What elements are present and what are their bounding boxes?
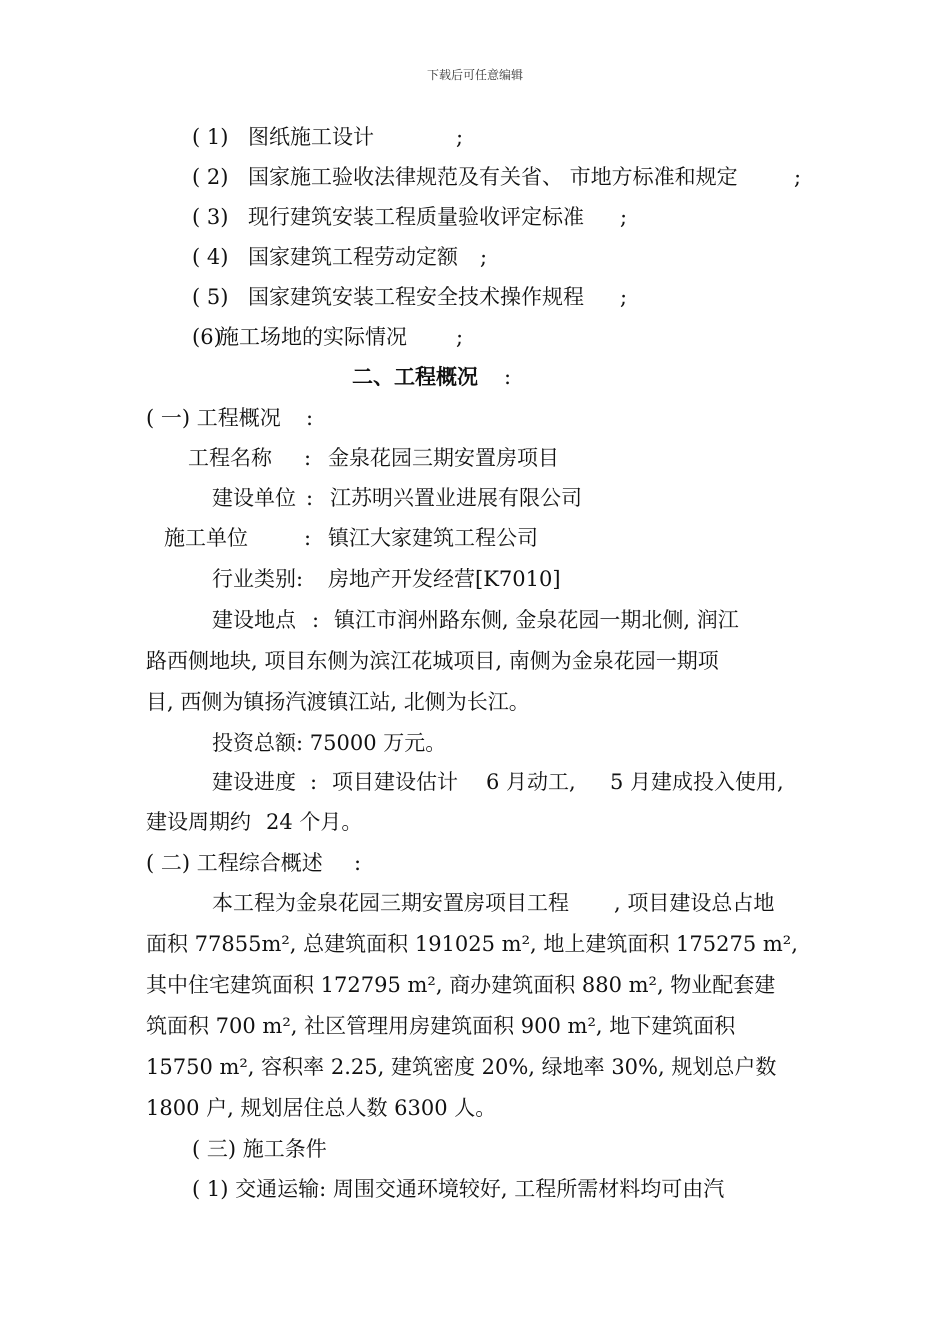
field-colon: :: [310, 770, 318, 794]
basis-text: 图纸施工设计: [248, 125, 374, 149]
basis-text: 现行建筑安装工程质量验收评定标准: [248, 205, 584, 229]
investment-text: 投资总额: 75000 万元。: [212, 731, 447, 755]
contractor-name: 镇江大家建筑工程公司: [328, 526, 538, 550]
field-label: 工程名称: [188, 446, 272, 470]
period-value: 24 个月。: [266, 810, 363, 834]
builder-name: 江苏明兴置业进展有限公司: [330, 486, 582, 510]
subsection-heading: ( 三) 施工条件: [192, 1137, 327, 1161]
overview-text: 筑面积 700 m², 社区管理用房建筑面积 900 m², 地下建筑面积: [146, 1014, 736, 1038]
field-label: 建设单位: [212, 486, 296, 510]
subsection-colon: :: [306, 406, 314, 430]
overview-text: 本工程为金泉花园三期安置房项目工程: [212, 891, 569, 915]
basis-text: 施工场地的实际情况: [218, 325, 407, 349]
schedule-text: 6 月动工,: [486, 770, 576, 794]
overview-text: 其中住宅建筑面积 172795 m², 商办建筑面积 880 m², 物业配套建: [146, 973, 776, 997]
field-colon: :: [312, 608, 320, 632]
subsection-heading: ( 一) 工程概况: [146, 406, 281, 430]
basis-text: 国家建筑安装工程安全技术操作规程: [248, 285, 584, 309]
field-colon: :: [304, 446, 312, 470]
section-title-colon: :: [504, 365, 512, 389]
page-header: 下载后可任意编辑: [426, 68, 523, 82]
location-text: 目, 西侧为镇扬汽渡镇江站, 北侧为长江。: [146, 690, 530, 714]
basis-semicolon: ;: [794, 165, 802, 189]
conditions-text: ( 1) 交通运输: 周围交通环境较好, 工程所需材料均可由汽: [192, 1177, 725, 1201]
schedule-text: 项目建设估计: [332, 770, 458, 794]
field-colon: :: [306, 486, 314, 510]
location-text: 路西侧地块, 项目东侧为滨江花城项目, 南侧为金泉花园一期项: [146, 649, 719, 673]
basis-num: ( 5): [192, 285, 229, 309]
schedule-text: 5 月建成投入使用,: [610, 770, 784, 794]
basis-semicolon: ;: [620, 285, 628, 309]
field-label: 建设进度: [212, 770, 296, 794]
basis-semicolon: ;: [456, 325, 464, 349]
basis-text: 国家施工验收法律规范及有关省、 市地方标准和规定: [248, 165, 738, 189]
basis-num: ( 3): [192, 205, 229, 229]
basis-text: 国家建筑工程劳动定额: [248, 245, 458, 269]
overview-text: 1800 户, 规划居住总人数 6300 人。: [146, 1096, 497, 1120]
overview-text: 15750 m², 容积率 2.25, 建筑密度 20%, 绿地率 30%, 规划总户数: [146, 1055, 777, 1079]
overview-text: , 项目建设总占地: [614, 891, 775, 915]
basis-num: ( 4): [192, 245, 229, 269]
project-name: 金泉花园三期安置房项目: [328, 446, 559, 470]
field-label: 施工单位: [164, 526, 248, 550]
basis-semicolon: ;: [480, 245, 488, 269]
field-colon: :: [304, 526, 312, 550]
basis-semicolon: ;: [620, 205, 628, 229]
location-text: 镇江市润州路东侧, 金泉花园一期北侧, 润江: [334, 608, 739, 632]
overview-text: 面积 77855m², 总建筑面积 191025 m², 地上建筑面积 175275 m²,: [146, 932, 798, 956]
subsection-heading: ( 二) 工程综合概述: [146, 851, 323, 875]
basis-num: ( 1): [192, 125, 229, 149]
industry-value: 房地产开发经营[K7010]: [328, 567, 561, 591]
basis-num: ( 2): [192, 165, 229, 189]
basis-num: (6): [192, 325, 222, 349]
field-label: 建设周期约: [146, 810, 251, 834]
basis-semicolon: ;: [456, 125, 464, 149]
field-label: 行业类别:: [212, 567, 304, 591]
subsection-colon: :: [354, 851, 362, 875]
section-title: 二、工程概况: [352, 364, 478, 389]
field-label: 建设地点: [212, 608, 296, 632]
